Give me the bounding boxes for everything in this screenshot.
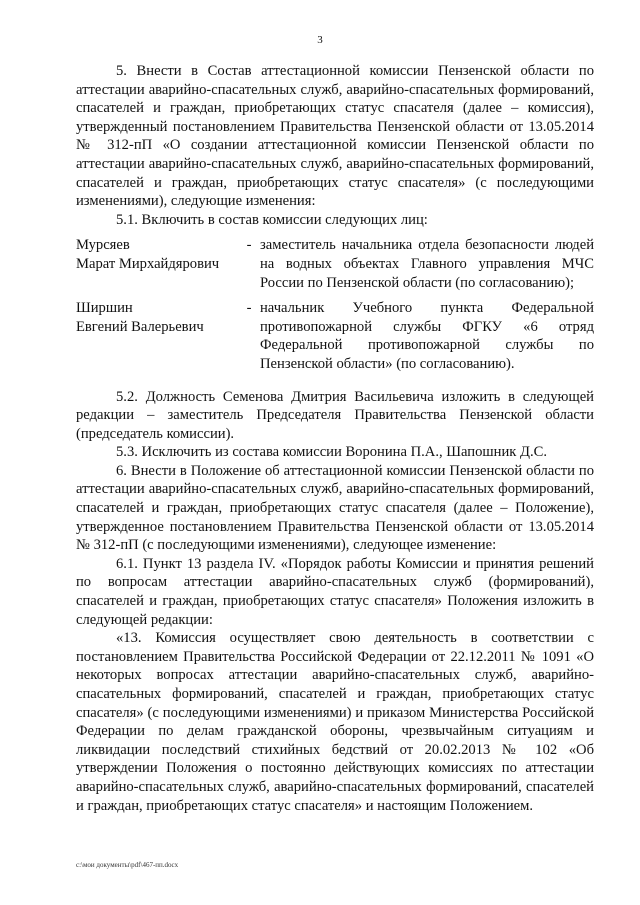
paragraph-5-3: 5.3. Исключить из состава комиссии Воронина П.А., Шапошник Д.С. [116, 444, 547, 461]
paragraph-5: 5. Внести в Состав аттестационной комиссии Пензенской области по аттестации аварийно-спасательных служб, аварийно-спасательных формирований, спасателей и граждан, приобретающих статус спасателя (далее – комиссия), утвержденный постановлением Правительства Пензенской области от 13.05.2014 № 312-пП «О создании аттестационной комиссии Пензенской области по аттестации аварийно-спасательных служб, аварийно-спасательных формирований, спасателей и граждан, приобретающих статус спасателя» (с последующими изменениями), следующие изменения: [76, 63, 594, 210]
member-surname: Ширшин [76, 300, 133, 317]
member-dash: - [246, 300, 252, 317]
paragraph-5-1: 5.1. Включить в состав комиссии следующих лиц: [116, 211, 428, 228]
page-number: 3 [317, 34, 323, 46]
member-dash: - [246, 237, 252, 254]
member-surname: Мурсяев [76, 237, 130, 254]
footer-file-path: c:\мои документы\pdf\467-пп.docx [76, 861, 179, 869]
member-given-name: Евгений Валерьевич [76, 318, 204, 335]
member-position: начальник Учебного пункта Федеральной противопожарной службы ФГКУ «6 отряд Федеральной противопожарной службы по Пензенской области» (по согласованию). [260, 300, 594, 372]
member-position: заместитель начальника отдела безопасности людей на водных объектах Главного управления МЧС России по Пензенской области (по согласованию); [260, 237, 594, 291]
member-entry [76, 236, 594, 292]
document-body [76, 62, 594, 815]
member-given-name: Марат Мирхайдярович [76, 255, 220, 272]
member-name-block [76, 236, 238, 292]
paragraph-5-2: 5.2. Должность Семенова Дмитрия Васильевича изложить в следующей редакции – заместитель Председателя Правительства Пензенской области (председатель комиссии). [76, 388, 594, 442]
paragraph-6: 6. Внести в Положение об аттестационной комиссии Пензенской области по аттестации аварийно-спасательных служб, аварийно-спасательных формирований, спасателей и граждан, приобретающих статус спасателя (далее – Положение), утвержденное постановлением Правительства Пензенской области от 13.05.2014 № 312-пП (с последующими изменениями), следующее изменение: [76, 462, 594, 554]
paragraph-6-1: 6.1. Пункт 13 раздела IV. «Порядок работы Комиссии и принятия решений по вопросам аттестации аварийно-спасательных служб (формирований), спасателей и граждан, приобретающих статус спасателя» Положения изложить в следующей редакции: [76, 555, 594, 628]
member-entry [76, 299, 594, 373]
paragraph-13-quote: «13. Комиссия осуществляет свою деятельность в соответствии с постановлением Правительства Российской Федерации от 22.12.2011 № 1091 «О некоторых вопросах аттестации аварийно-спасательных служб, аварийно-спасательных формирований, спасателей и граждан, приобретающих статус спасателя» (с последующими изменениями) и приказом Министерства Российской Федерации по делам гражданской обороны, чрезвычайным ситуациям и ликвидации последствий стихийных бедствий от 20.02.2013 № 102 «Об утверждении Положения о постоянно действующих комиссиях по аттестации аварийно-спасательных служб, аварийно-спасательных формирований, спасателей и граждан, приобретающих статус спасателя» и настоящим Положением. [76, 630, 594, 814]
member-name-block [76, 299, 238, 373]
